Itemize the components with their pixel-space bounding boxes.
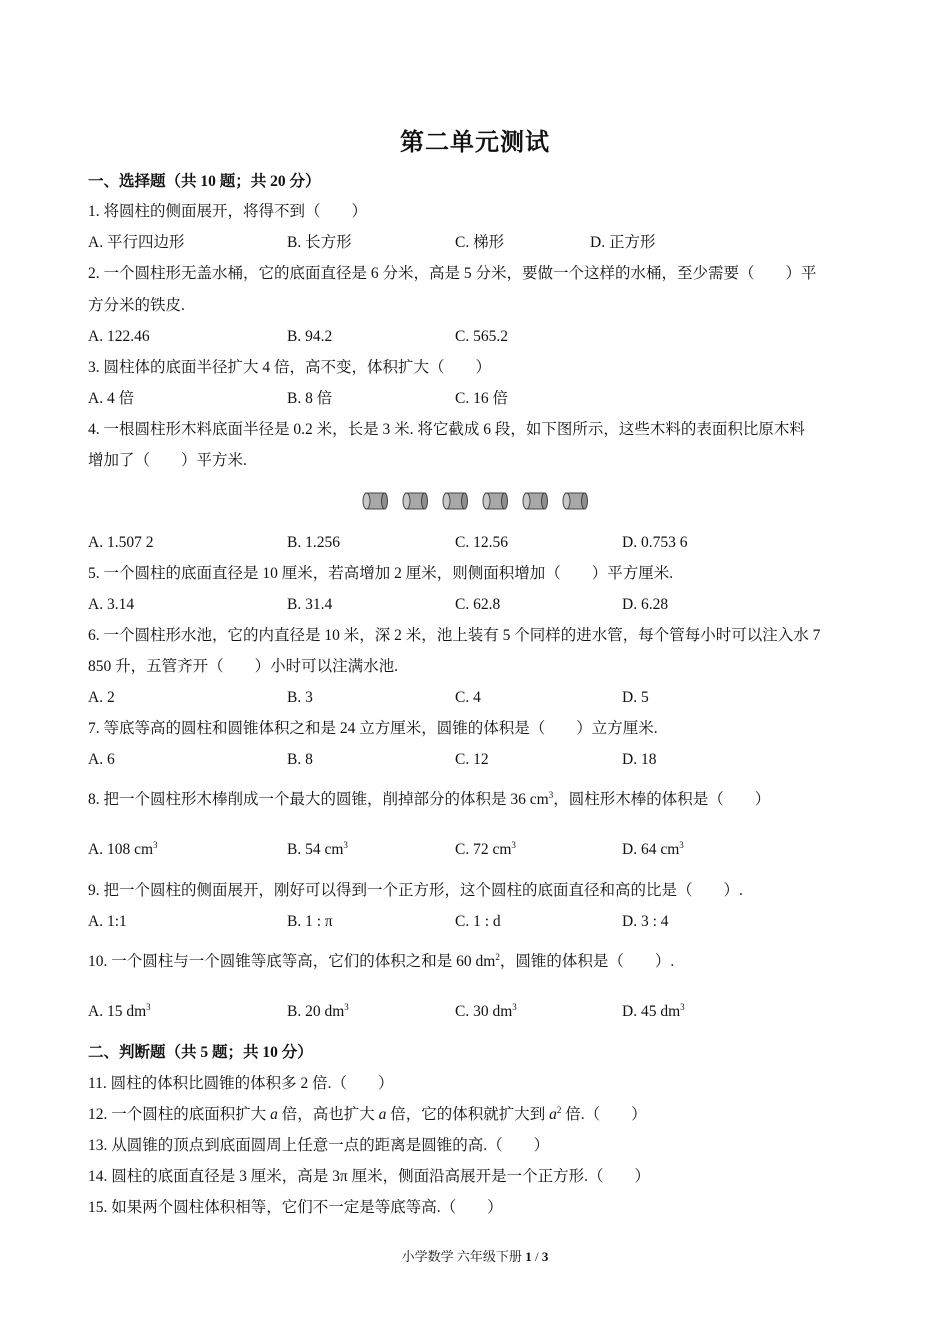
cylinder-piece-5 — [522, 491, 548, 511]
cylinder-piece-3 — [442, 491, 468, 511]
question-1-option-d: D. 正方形 — [590, 234, 656, 251]
question-1-option-c: C. 梯形 — [455, 234, 505, 251]
question-2-option-a: A. 122.46 — [88, 328, 150, 345]
question-3-option-a: A. 4 倍 — [88, 390, 135, 407]
page-title: 第二单元测试 — [400, 130, 550, 156]
question-6-option-b: B. 3 — [287, 689, 313, 706]
question-13-stem: 13. 从圆锥的顶点到底面圆周上任意一点的距离是圆锥的高.（ ） — [88, 1137, 550, 1154]
question-10-option-a: A. 15 $dm^3$ — [88, 1002, 151, 1020]
question-6-option-a: A. 2 — [88, 689, 115, 706]
cylinder-pieces-figure — [360, 489, 600, 515]
cylinder-piece-6 — [562, 491, 588, 511]
question-1-stem: 1. 将圆柱的侧面展开，将得不到（ ） — [88, 203, 368, 220]
question-9-option-b: B. 1 : π — [287, 913, 333, 930]
question-9-stem: 9. 把一个圆柱的侧面展开，刚好可以得到一个正方形，这个圆柱的底面直径和高的比是（ ）. — [88, 882, 743, 899]
question-2-stem-line-2: 方分米的铁皮. — [88, 297, 185, 314]
question-5-option-a: A. 3.14 — [88, 596, 135, 613]
section-heading-choice: 一、选择题（共 10 题；共 20 分） — [88, 173, 321, 190]
question-10-option-d: D. 45 $dm^3$ — [622, 1002, 685, 1020]
question-4-stem-line-1: 4. 一根圆柱形木料底面半径是 0.2 米，长是 3 米. 将它截成 6 段，如下图所示，这些木料的表面积比原木料 — [88, 421, 805, 438]
question-7-option-b: B. 8 — [287, 751, 313, 768]
question-10-stem: 10. 一个圆柱与一个圆锥等底等高，它们的体积之和是 60 $dm^2$，圆锥的体积是（ ）. — [88, 952, 675, 970]
question-5-option-b: B. 31.4 — [287, 596, 333, 613]
question-9-option-c: C. 1 : d — [455, 913, 501, 930]
question-10-option-c: C. 30 $dm^3$ — [455, 1002, 517, 1020]
question-1-option-a: A. 平行四边形 — [88, 234, 185, 251]
question-6-option-c: C. 4 — [455, 689, 481, 706]
question-2-option-b: B. 94.2 — [287, 328, 333, 345]
question-9-option-a: A. 1:1 — [88, 913, 127, 930]
question-6-stem-line-2: 850 升，五管齐开（ ）小时可以注满水池. — [88, 658, 399, 675]
question-5-option-d: D. 6.28 — [622, 596, 669, 613]
question-4-option-a: A. 1.507 2 — [88, 534, 154, 551]
cylinder-piece-4 — [482, 491, 508, 511]
question-5-stem: 5. 一个圆柱的底面直径是 10 厘米，若高增加 2 厘米，则侧面积增加（ ）平方厘米. — [88, 565, 674, 582]
question-9-option-d: D. 3 : 4 — [622, 913, 669, 930]
question-8-option-c: C. 72 $cm^3$ — [455, 840, 516, 858]
question-8-option-d: D. 64 $cm^3$ — [622, 840, 684, 858]
cylinder-piece-1 — [362, 491, 388, 511]
question-4-option-d: D. 0.753 6 — [622, 534, 688, 551]
question-6-option-d: D. 5 — [622, 689, 649, 706]
question-5-option-c: C. 62.8 — [455, 596, 501, 613]
question-11-stem: 11. 圆柱的体积比圆锥的体积多 2 倍.（ ） — [88, 1075, 394, 1092]
question-3-stem: 3. 圆柱体的底面半径扩大 4 倍，高不变，体积扩大（ ） — [88, 359, 492, 376]
question-7-stem: 7. 等底等高的圆柱和圆锥体积之和是 24 立方厘米，圆锥的体积是（ ）立方厘米. — [88, 720, 658, 737]
question-3-option-b: B. 8 倍 — [287, 390, 333, 407]
page-footer: 小学数学 六年级下册 1 / 3 — [401, 1249, 549, 1264]
question-15-stem: 15. 如果两个圆柱体积相等，它们不一定是等底等高.（ ） — [88, 1199, 503, 1216]
question-2-option-c: C. 565.2 — [455, 328, 508, 345]
question-1-option-b: B. 长方形 — [287, 234, 352, 251]
question-4-option-b: B. 1.256 — [287, 534, 340, 551]
question-2-stem-line-1: 2. 一个圆柱形无盖水桶，它的底面直径是 6 分米，高是 5 分米，要做一个这样的水桶，至少需要（ ）平 — [88, 265, 817, 282]
question-8-option-a: A. 108 $cm^3$ — [88, 840, 158, 858]
question-3-option-c: C. 16 倍 — [455, 390, 508, 407]
question-6-stem-line-1: 6. 一个圆柱形水池，它的内直径是 10 米，深 2 米，池上装有 5 个同样的进水管，每个管每小时可以注入水 7 — [88, 627, 821, 644]
question-10-option-b: B. 20 $dm^3$ — [287, 1002, 349, 1020]
question-7-option-a: A. 6 — [88, 751, 115, 768]
question-12-stem: 12. 一个圆柱的底面积扩大 a 倍，高也扩大 a 倍，它的体积就扩大到 $a^2$ 倍.（ ） — [88, 1105, 647, 1123]
question-4-stem-line-2: 增加了（ ）平方米. — [88, 452, 247, 469]
question-7-option-c: C. 12 — [455, 751, 489, 768]
cylinder-piece-2 — [402, 491, 428, 511]
question-7-option-d: D. 18 — [622, 751, 657, 768]
question-8-option-b: B. 54 $cm^3$ — [287, 840, 348, 858]
question-14-stem: 14. 圆柱的底面直径是 3 厘米，高是 3π 厘米，侧面沿高展开是一个正方形.（ ） — [88, 1168, 650, 1185]
question-4-option-c: C. 12.56 — [455, 534, 508, 551]
question-8-stem: 8. 把一个圆柱形木棒削成一个最大的圆锥，削掉部分的体积是 36 $cm^3$，圆柱形木棒的体积是（ ） — [88, 790, 771, 808]
section-heading-judgement: 二、判断题（共 5 题；共 10 分） — [88, 1044, 313, 1061]
